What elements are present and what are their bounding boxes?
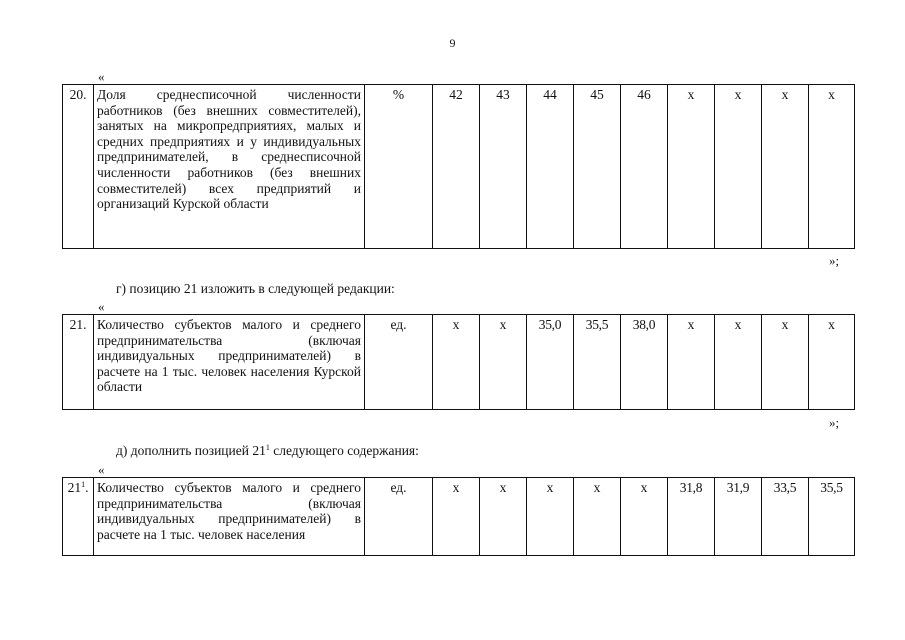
value-cell: 42 — [433, 85, 480, 249]
superscript: 1 — [81, 480, 86, 489]
table-position-20 — [62, 84, 855, 249]
value-cell: х — [433, 315, 480, 410]
opening-quote: « — [98, 299, 105, 314]
value-cell: 35,0 — [527, 315, 574, 410]
table-position-21-1 — [62, 477, 855, 556]
opening-quote: « — [98, 462, 105, 477]
table-position-21 — [62, 314, 855, 410]
value-cell: х — [527, 478, 574, 556]
page-number: 9 — [449, 36, 456, 50]
instruction-text: г) позицию 21 изложить в следующей редакции: — [116, 281, 395, 296]
unit-cell: ед. — [365, 478, 433, 556]
unit-cell: ед. — [365, 315, 433, 410]
table-row — [63, 315, 855, 410]
value-cell: 44 — [527, 85, 574, 249]
value-cell: 35,5 — [809, 478, 855, 556]
value-cell: 46 — [621, 85, 668, 249]
value-cell: х — [668, 85, 715, 249]
value-cell: х — [809, 85, 855, 249]
table-row — [63, 85, 855, 249]
opening-quote: « — [98, 69, 105, 84]
value-cell: х — [480, 315, 527, 410]
value-cell: х — [433, 478, 480, 556]
value-cell: х — [762, 85, 809, 249]
value-cell: 35,5 — [574, 315, 621, 410]
instruction-text — [116, 443, 419, 459]
indicator-name: Количество субъектов малого и среднего предпринимательства (включая индивидуальных предпринимателей) в расчете на 1 тыс. человек населения Курской области — [94, 315, 365, 410]
value-cell: х — [621, 478, 668, 556]
position-number-dot: . — [85, 480, 89, 495]
value-cell: 31,8 — [668, 478, 715, 556]
table-row — [63, 478, 855, 556]
position-number — [63, 478, 94, 556]
position-number: 21. — [63, 315, 94, 410]
value-cell: 33,5 — [762, 478, 809, 556]
value-cell: 38,0 — [621, 315, 668, 410]
value-cell: х — [715, 85, 762, 249]
unit-cell: % — [365, 85, 433, 249]
value-cell: х — [762, 315, 809, 410]
superscript: 1 — [265, 443, 270, 452]
closing-quote: »; — [829, 253, 840, 268]
instruction-prefix: д) дополнить позицией 21 — [116, 443, 266, 458]
instruction-suffix: следующего содержания: — [269, 443, 419, 458]
value-cell: 45 — [574, 85, 621, 249]
indicator-name: Количество субъектов малого и среднего предпринимательства (включая индивидуальных предпринимателей) в расчете на 1 тыс. человек населения — [94, 478, 365, 556]
value-cell: х — [480, 478, 527, 556]
position-number-main: 21 — [67, 480, 82, 495]
position-number: 20. — [63, 85, 94, 249]
value-cell: х — [809, 315, 855, 410]
value-cell: х — [715, 315, 762, 410]
value-cell: 31,9 — [715, 478, 762, 556]
value-cell: х — [574, 478, 621, 556]
closing-quote: »; — [829, 415, 840, 430]
indicator-name: Доля среднесписочной численности работников (без внешних совместителей), занятых на микропредприятиях, малых и средних предприятиях и у индивидуальных предпринимателей, в среднесписочной численности работников (без внешних совместителей) всех предприятий и организаций Курской области — [94, 85, 365, 249]
value-cell: 43 — [480, 85, 527, 249]
value-cell: х — [668, 315, 715, 410]
